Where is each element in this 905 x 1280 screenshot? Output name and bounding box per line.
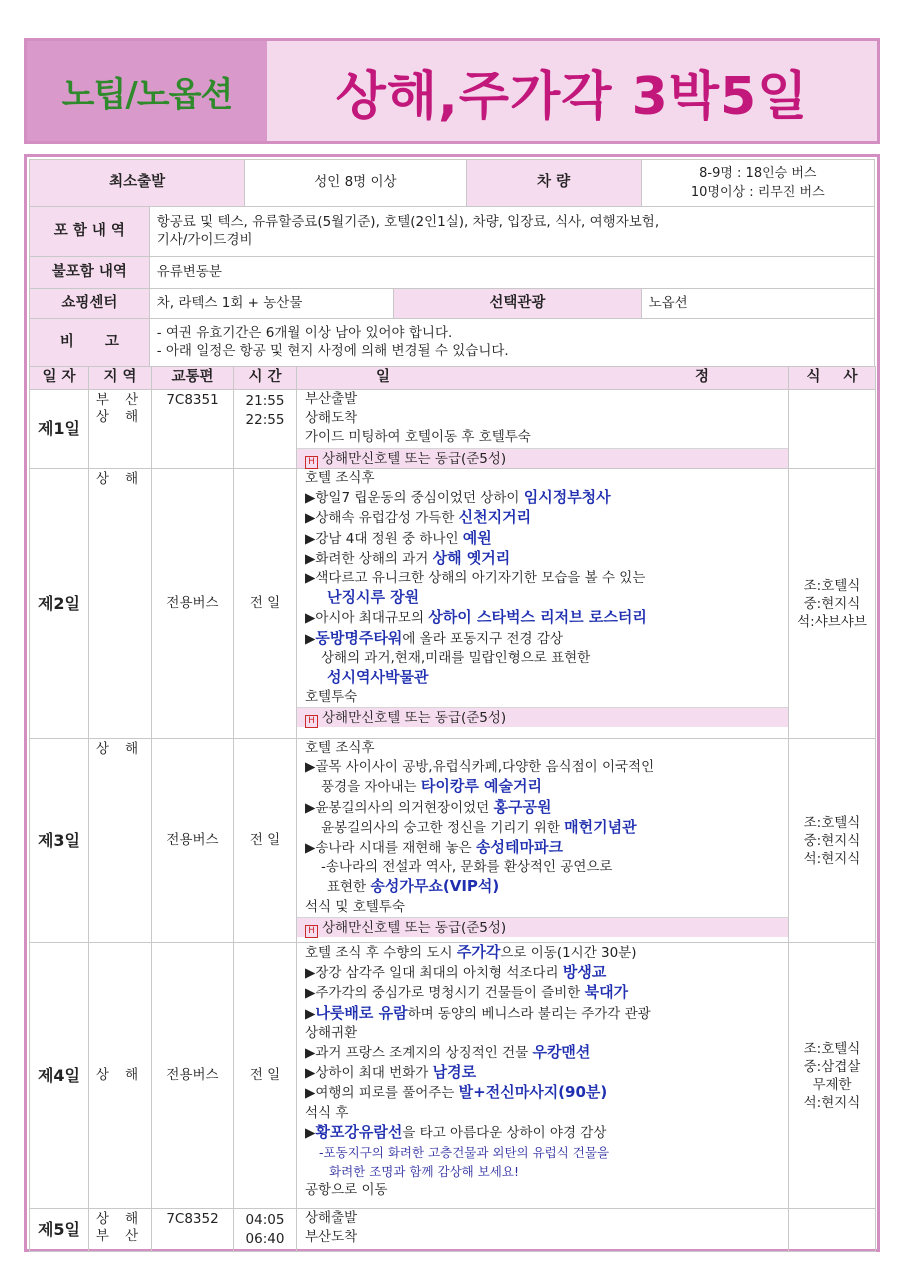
itinerary: 호텔 조식후 ▶골목 사이사이 공방,유럽식카페,다양한 음식점이 이국적인 풍경을 자아내는 타이캉루 예술거리 ▶윤봉길의사의 의거현장이었던 홍구공원 윤봉길의사의 숭고한 정신을 기리기 위한 매헌기념관 ▶송나라 시대를 재현해 놓은 송성테마파크 -송나라의 전설과 역사, 문화를 환상적인 공연으로 표현한 송성가무쇼(VIP석) 석식 및 호텔투숙 H 상해만신호텔 또는 동급(준5성) [297,739,789,943]
no-tip-no-option-title: 노팁/노옵션 [61,74,233,115]
excluded-value: 유류변동분 [149,257,874,289]
flight-number: 7C8351 [152,390,234,469]
highlight-spot: 송성테마파크 [476,838,563,857]
highlight-spot: 주가각 [456,943,501,961]
remarks-value [149,319,874,367]
included-line: 기사/가이드경비 [156,231,253,248]
meal [789,1209,876,1252]
itinerary: 호텔 조식 후 수향의 도시 주가각으로 이동(1시간 30분) ▶장강 삼각주 일대 최대의 아치형 석조다리 방생교 ▶주가각의 중심가로 명청시기 건물들이 즐비한 북대가 ▶나룻배로 유람하며 동양의 베니스라 불리는 주가각 관광 상해귀환 ▶과거 프랑스 조계지의 상징적인 건물 우캉맨션 ▶상하이 최대 번화가 남경로 ▶여행의 피로를 풀어주는 발+전신마사지(90분) 석식 후 ▶황포강유람선을 타고 아름다운 상하이 야경 감상 -포동지구의 화려한 고층건물과 외탄의 유럽식 건물을 화려한 조명과 함께 감상해 보세요! 공항으로 이동 [297,943,789,1209]
optional-tour-value: 노옵션 [641,289,874,319]
min-departure-value: 성인 8명 이상 [245,160,466,207]
transport: 전용버스 [152,943,234,1209]
remark-line: - 여권 유효기간은 6개월 이상 남아 있어야 합니다. [156,324,453,341]
hotel-line: H 상해만신호텔 또는 동급(준5성) [297,707,788,727]
remark-line: - 아래 일정은 항공 및 현지 사정에 의해 변경될 수 있습니다. [156,342,509,359]
day-row-4 [30,943,876,1209]
schedule-table [29,366,876,1252]
hotel-line: H 상해만신호텔 또는 동급(준5성) [297,917,788,937]
header-day: 일 자 [30,367,89,390]
header-meal: 식 사 [789,367,876,390]
day-label: 제1일 [30,390,89,469]
day-row-2 [30,469,876,739]
included-value [149,207,874,257]
transport: 전용버스 [152,469,234,739]
highlight-spot: 북대가 [584,983,629,1002]
itinerary: 부산출발 상해도착 가이드 미팅하여 호텔이동 후 호텔투숙 H 상해만신호텔 또는 동급(준5성) [297,390,789,469]
tour-info-table [29,159,875,367]
itinerary: 호텔 조식후 ▶항일7 립운동의 중심이었던 상하이 임시정부청사 ▶상해속 유럽감성 가득한 신천지거리 ▶강남 4대 정원 중 하나인 예원 ▶화려한 상해의 과거 상해 옛거리 ▶색다르고 유니크한 상해의 아기자기한 모습을 볼 수 있는 난징시루 장원 ▶아시아 최대규모의 상하이 스타벅스 리저브 로스터리 ▶동방명주타워에 올라 포동지구 전경 감상 상해의 과거,현재,미래를 밀랍인형으로 표현한 성시역사박물관 호텔투숙 H 상해만신호텔 또는 동급(준5성) [297,469,789,739]
day-label: 제2일 [30,469,89,739]
meal [789,390,876,469]
highlight-spot: 신천지거리 [458,508,532,527]
time: 전 일 [234,469,297,739]
region: 상 해 [89,739,152,943]
vehicle-line: 8-9명 : 18인승 버스 [699,166,817,181]
time: 전 일 [234,943,297,1209]
schedule-header [30,367,876,390]
hotel-icon: H [305,456,318,469]
header-itinerary: 일 정 [297,367,789,390]
header-region: 지 역 [89,367,152,390]
highlight-spot: 나룻배로 유람 [315,1003,408,1022]
highlight-spot: 황포강유람선 [315,1122,403,1141]
region: 상 해 [89,943,152,1209]
time: 전 일 [234,739,297,943]
highlight-spot: 발+전신마사지(90분) [458,1083,608,1102]
hotel-icon: H [305,715,318,728]
highlight-spot: 우캉맨션 [532,1043,591,1062]
meal: 조:호텔식 중:현지식 석:샤브샤브 [789,469,876,739]
meal: 조:호텔식 중:현지식 석:현지식 [789,739,876,943]
region: 상 해 부 산 [89,1209,152,1252]
region: 상 해 [89,469,152,739]
highlight-spot: 상하이 스타벅스 리저브 로스터리 [428,608,647,627]
transport: 전용버스 [152,739,234,943]
highlight-spot: 동방명주타워 [315,628,403,647]
shopping-label: 쇼핑센터 [30,289,150,319]
header-transport: 교통편 [152,367,234,390]
excluded-label: 불포함 내역 [30,257,150,289]
day-label: 제4일 [30,943,89,1209]
vehicle-label: 차 량 [466,160,641,207]
day-label: 제3일 [30,739,89,943]
time: 21:55 22:55 [234,390,297,469]
highlight-spot: 매헌기념관 [564,817,637,836]
flight-number: 7C8352 [152,1209,234,1252]
highlight-spot: 임시정부청사 [523,488,611,507]
day-row-5 [30,1209,876,1252]
vehicle-value [641,160,874,207]
highlight-spot: 송성가무쇼(VIP석) [370,877,500,896]
highlight-spot: 방생교 [562,963,607,982]
day-row-1 [30,390,876,469]
hotel-line: H 상해만신호텔 또는 동급(준5성) [297,448,788,468]
highlight-spot: 성시역사박물관 [327,668,429,687]
tour-title: 상해,주가각 3박5일 [267,41,877,141]
included-line: 항공료 및 텍스, 유류할증료(5월기준), 호텔(2인1실), 차량, 입장료, 식사, 여행자보험, [156,213,660,230]
remarks-label: 비 고 [30,319,150,367]
highlight-spot: 상해 옛거리 [432,548,511,567]
hotel-icon: H [305,925,318,938]
day-label: 제5일 [30,1209,89,1252]
vehicle-line: 10명이상 : 리무진 버스 [690,185,825,200]
optional-tour-label: 선택관광 [394,289,641,319]
day-row-3 [30,739,876,943]
min-departure-label: 최소출발 [30,160,245,207]
highlight-spot: 홍구공원 [493,797,552,816]
time: 04:05 06:40 [234,1209,297,1252]
meal: 조:호텔식 중:삼겹살 무제한 석:현지식 [789,943,876,1209]
region: 부 산 상 해 [89,390,152,469]
included-label: 포 함 내 역 [30,207,150,257]
highlight-spot: 예원 [462,528,492,547]
highlight-spot: 타이캉루 예술거리 [420,777,543,796]
header-time: 시 간 [234,367,297,390]
highlight-spot: 난징시루 장원 [327,588,420,607]
title-banner [24,38,880,144]
itinerary: 상해출발 부산도착 [297,1209,789,1252]
highlight-spot: 남경로 [432,1063,477,1082]
shopping-value: 차, 라텍스 1회 + 농산물 [149,289,393,319]
itinerary-document [24,154,880,1252]
